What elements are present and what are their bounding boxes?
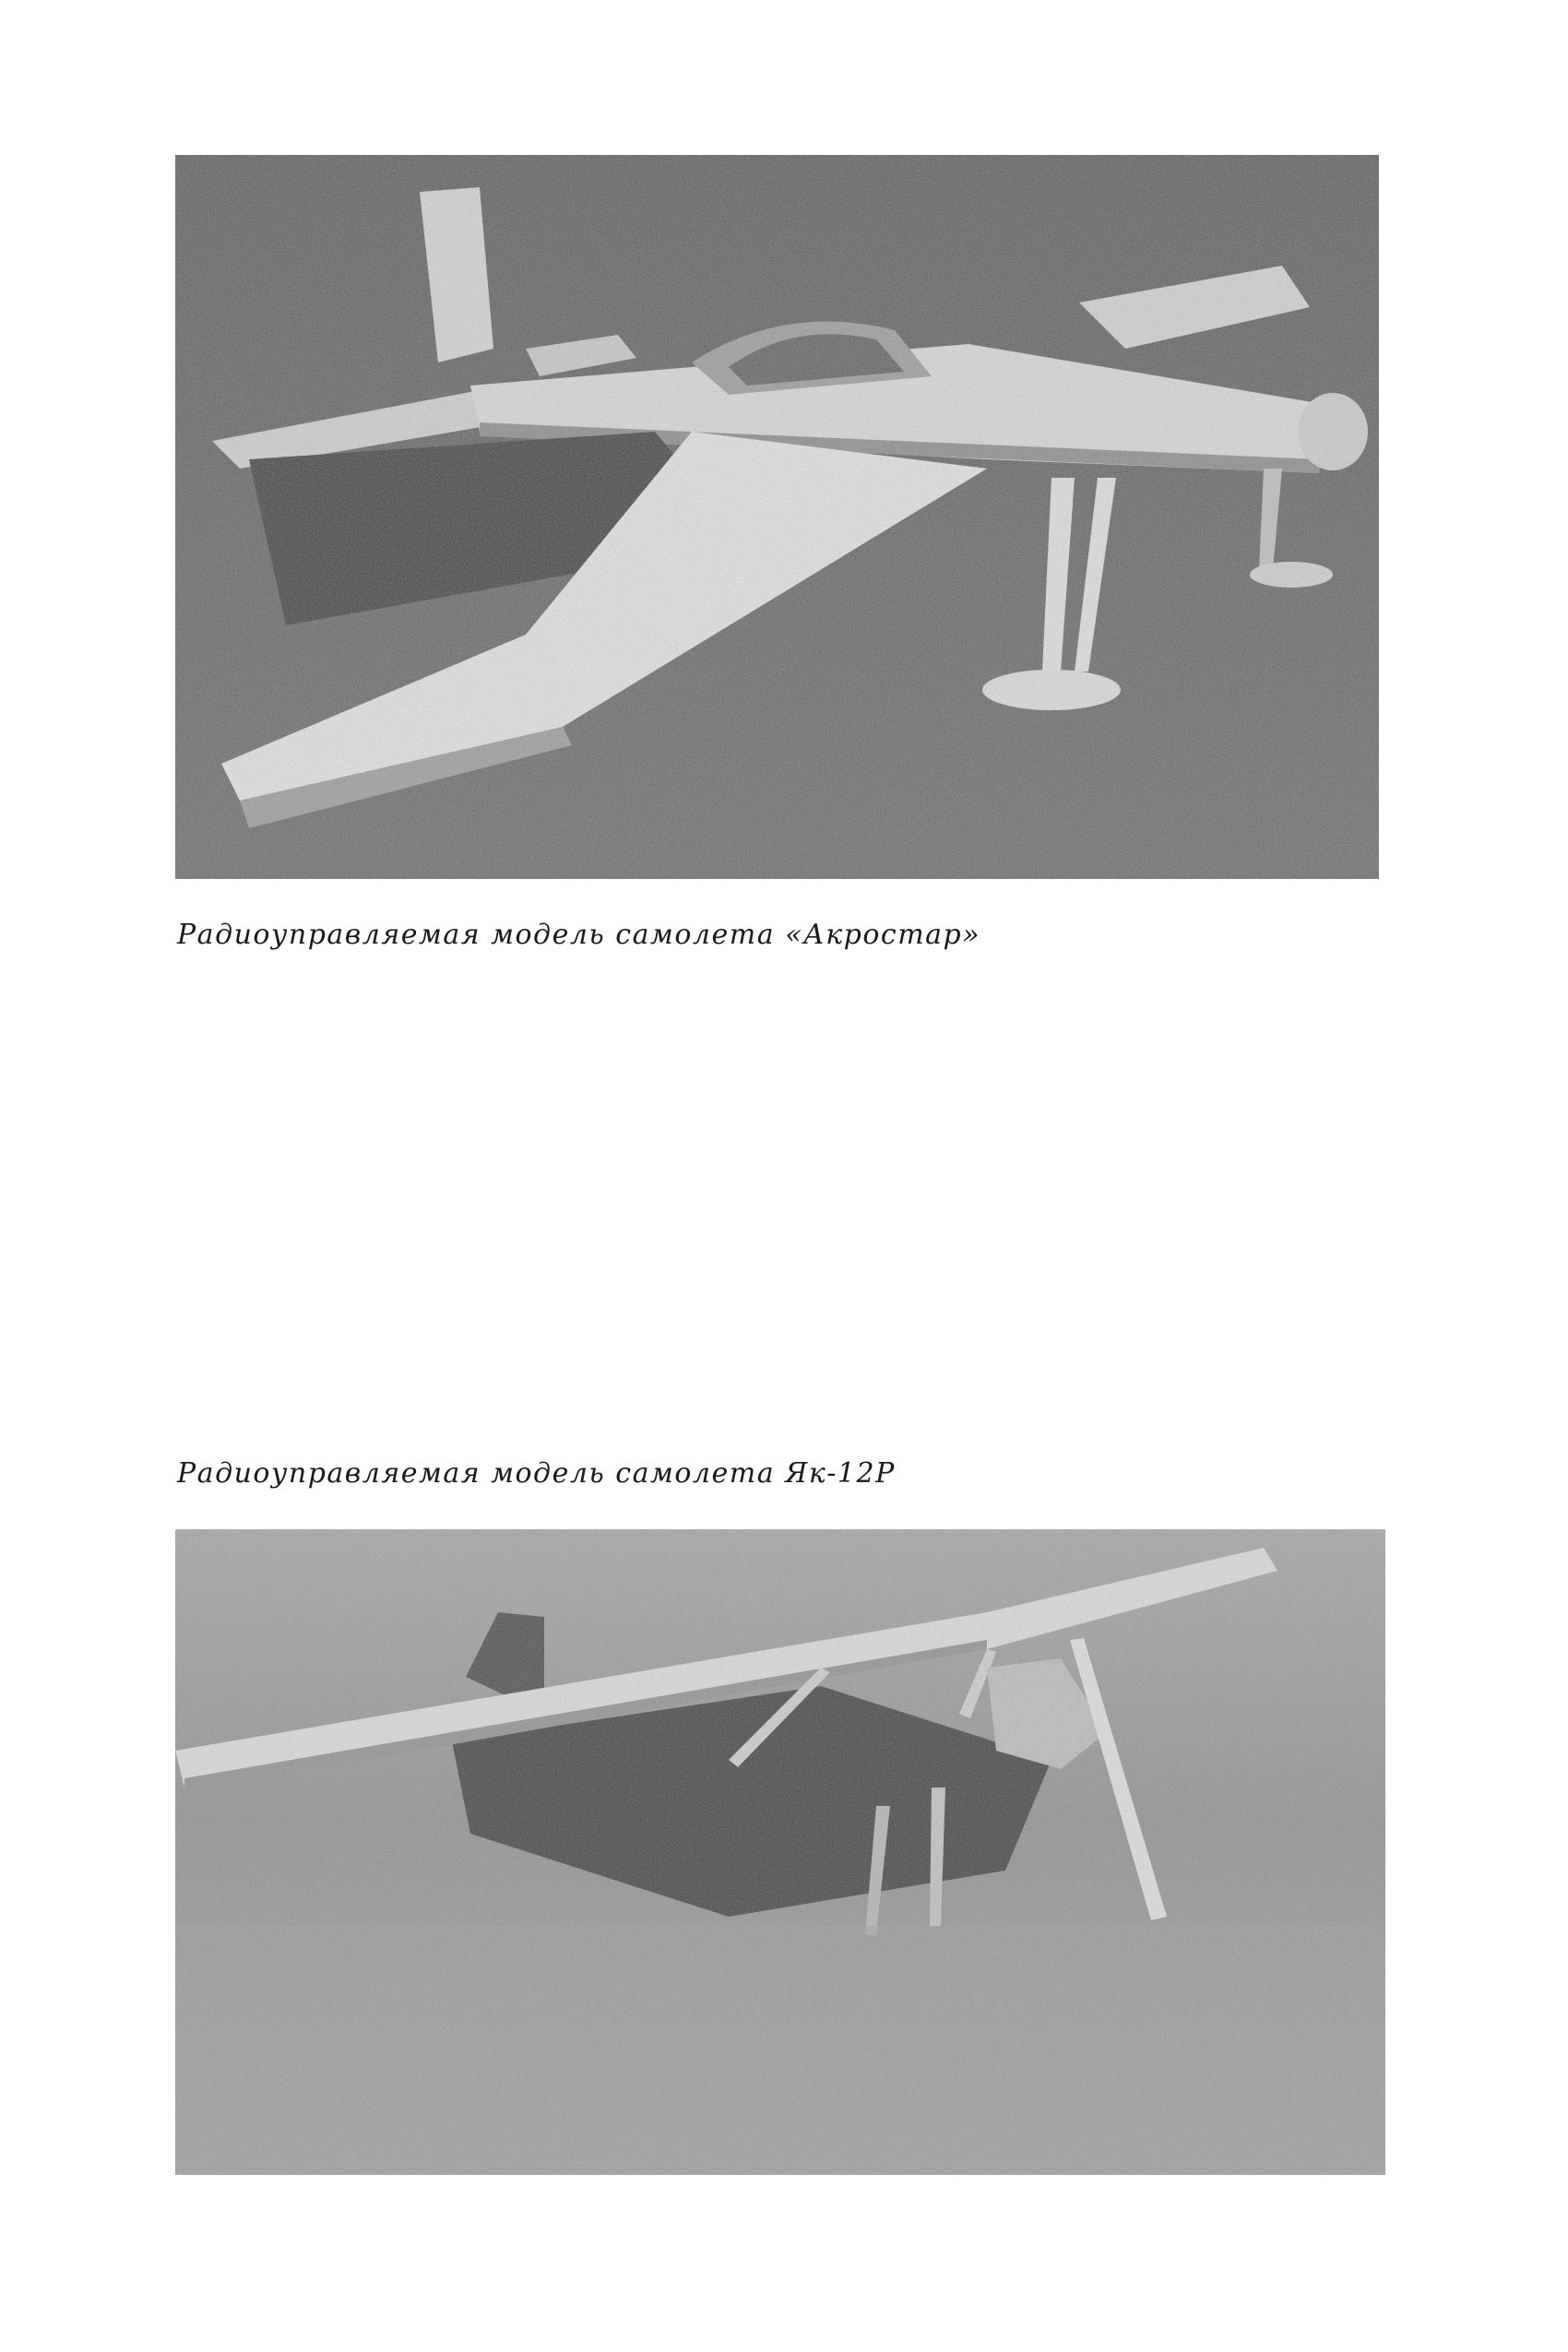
photo-caption-yak-12r: Радиоуправляемая модель самолета Як-12Р [177, 1457, 896, 1490]
photo-yak-12r [175, 1529, 1385, 2175]
airplane-image-yak-12r [175, 1529, 1385, 2175]
photo-akrostar [175, 155, 1379, 879]
photo-caption-akrostar: Радиоуправляемая модель самолета «Акростар» [177, 919, 981, 951]
airplane-image-akrostar [175, 155, 1379, 879]
